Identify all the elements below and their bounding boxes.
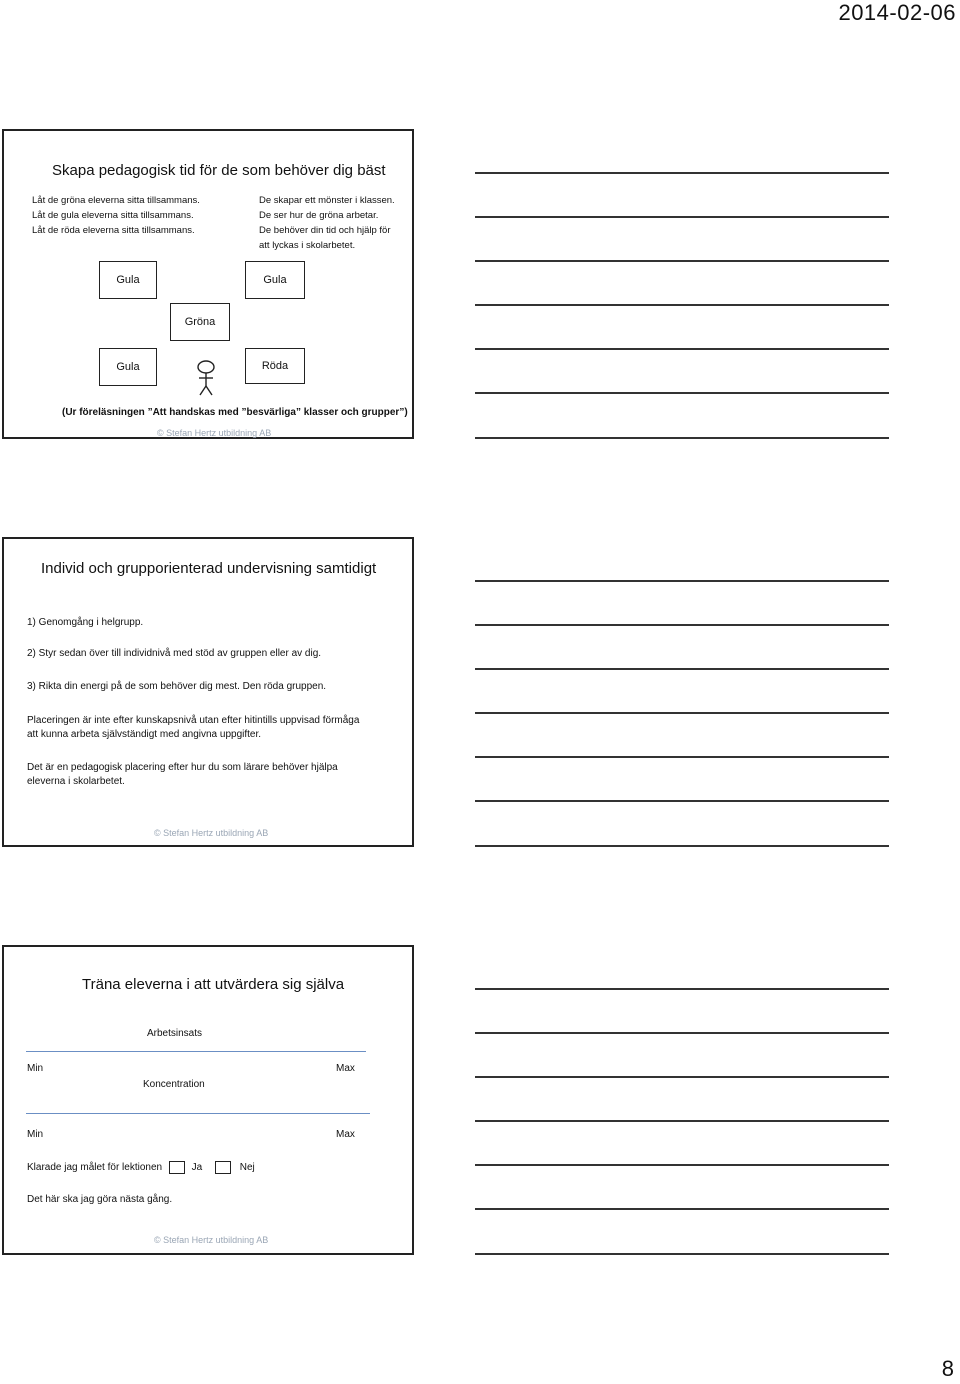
note-line (475, 668, 889, 670)
slide-3-title: Träna eleverna i att utvärdera sig själva (82, 976, 345, 993)
group-box-gula-1: Gula (99, 261, 157, 299)
note-line (475, 437, 889, 439)
slide-1-copyright: © Stefan Hertz utbildning AB (157, 428, 272, 438)
slide-2 (2, 537, 414, 847)
note-line (475, 988, 889, 990)
next-time-text: Det här ska jag göra nästa gång. (27, 1194, 173, 1205)
scale-2-line (26, 1113, 370, 1114)
page-number: 8 (941, 1356, 954, 1381)
lecture-caption: (Ur föreläsningen ”Att handskas med ”besvärliga” klasser och grupper”) (62, 407, 408, 418)
note-line (475, 712, 889, 714)
note-line (475, 1076, 889, 1078)
slide-1 (2, 129, 414, 439)
yes-label: Ja (191, 1162, 203, 1174)
scale-2-max: Max (336, 1129, 355, 1140)
group-box-gula-3: Gula (99, 348, 157, 386)
note-line (475, 172, 889, 174)
note-line (475, 348, 889, 350)
placement-paragraph: Placeringen är inte efter kunskapsnivå utan efter hitintills uppvisad förmåga att kunna arbeta självständigt med angivna uppgifter. (27, 715, 360, 740)
group-box-gula-2: Gula (245, 261, 305, 299)
scale-2-label: Koncentration (143, 1079, 205, 1090)
scale-1-label: Arbetsinsats (147, 1028, 203, 1039)
goal-row (27, 1161, 255, 1174)
note-line (475, 624, 889, 626)
note-line (475, 1032, 889, 1034)
note-line (475, 800, 889, 802)
slide-3-copyright: © Stefan Hertz utbildning AB (154, 1235, 269, 1245)
print-date: 2014-02-06 (838, 0, 956, 25)
no-checkbox[interactable] (215, 1161, 231, 1174)
group-box-grona: Gröna (170, 303, 230, 341)
teacher-stick-figure-icon (192, 359, 220, 397)
scale-1-line (26, 1051, 366, 1052)
note-line (475, 1120, 889, 1122)
note-line (475, 1253, 889, 1255)
step-3-text: 3) Rikta din energi på de som behöver dig mest. Den röda gruppen. (27, 681, 327, 692)
scale-2-min: Min (27, 1129, 44, 1140)
note-line (475, 260, 889, 262)
note-line (475, 756, 889, 758)
note-line (475, 216, 889, 218)
step-1-text: 1) Genomgång i helgrupp. (27, 617, 144, 628)
slide-1-left-text: Låt de gröna eleverna sitta tillsammans. Låt de gula eleverna sitta tillsammans. Låt de röda eleverna sitta tillsammans. (32, 195, 200, 236)
slide-2-title: Individ och grupporienterad undervisning samtidigt (41, 560, 377, 577)
yes-checkbox[interactable] (169, 1161, 185, 1174)
slide-1-right-text: De skapar ett mönster i klassen. De ser hur de gröna arbetar. De behöver din tid och hjälp för att lyckas i skolarbetet. (259, 195, 395, 251)
slide-2-copyright: © Stefan Hertz utbildning AB (154, 828, 269, 838)
note-line (475, 845, 889, 847)
note-line (475, 1164, 889, 1166)
note-line (475, 580, 889, 582)
slide-1-title: Skapa pedagogisk tid för de som behöver dig bäst (52, 162, 386, 179)
step-2-text: 2) Styr sedan över till individnivå med stöd av gruppen eller av dig. (27, 648, 322, 659)
note-line (475, 392, 889, 394)
goal-question: Klarade jag målet för lektionen (27, 1162, 163, 1174)
note-line (475, 1208, 889, 1210)
note-line (475, 304, 889, 306)
no-label: Nej (239, 1162, 255, 1174)
group-box-roda: Röda (245, 348, 305, 384)
slide-3 (2, 945, 414, 1255)
scale-1-min: Min (27, 1063, 44, 1074)
scale-1-max: Max (336, 1063, 355, 1074)
pedagogic-paragraph: Det är en pedagogisk placering efter hur du som lärare behöver hjälpa eleverna i skolarbetet. (27, 762, 338, 787)
